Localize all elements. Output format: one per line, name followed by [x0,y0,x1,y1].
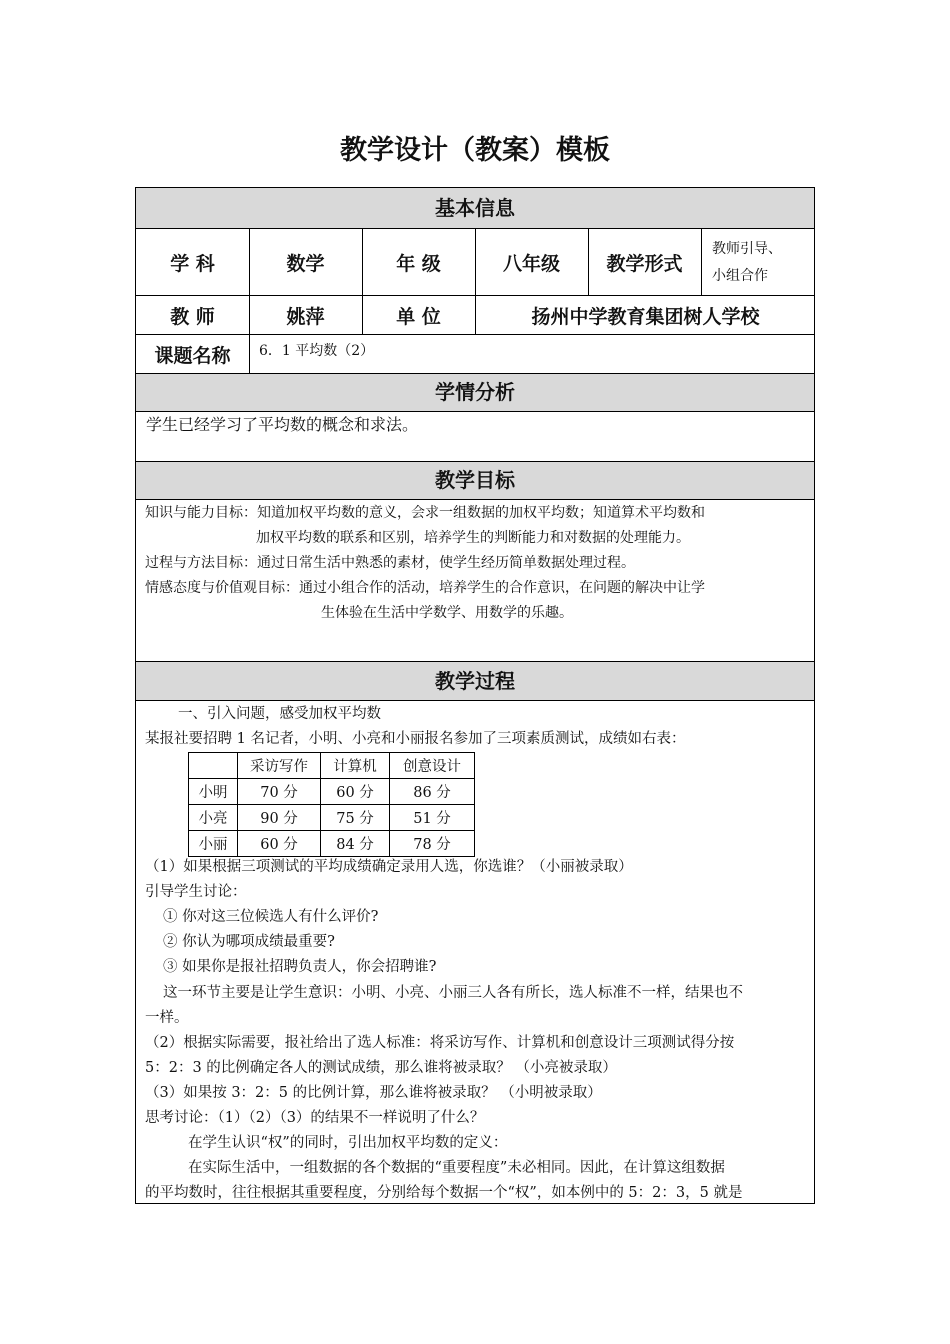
unit-label: 单 位 [396,306,441,328]
objective-line: 情感态度与价值观目标：通过小组合作的活动，培养学生的合作意识，在问题的解决中让学 [145,580,705,596]
table-cell [189,753,238,779]
score-table [188,752,475,857]
divider [701,229,702,295]
process-line: 引导学生讨论： [145,884,247,900]
grade-label: 年 级 [396,253,441,275]
divider [362,229,363,335]
process-line: 思考讨论：（1）（2）（3）的结果不一样说明了什么？ [145,1110,485,1126]
teaching-form-label: 教学形式 [606,253,683,275]
topic-label: 课题名称 [154,344,231,367]
table-cell: 计算机 [321,753,390,779]
table-row [189,831,475,857]
process-line: ① 你对这三位候选人有什么评价? [163,909,379,925]
table-cell: 采访写作 [238,753,321,779]
table-row [189,805,475,831]
process-line: 在实际生活中，一组数据的各个数据的“重要程度”未必相同。因此，在计算这组数据 [188,1160,725,1176]
process-line: 5：2：3 的比例确定各人的测试成绩，那么谁将被录取？ （小亮被录取） [145,1060,617,1076]
divider [588,229,589,295]
process-line: 的平均数时，往往根据其重要程度，分别给每个数据一个“权”，如本例中的 5：2：3，5 就是 [145,1185,743,1201]
divider [249,229,250,373]
subject-label: 学 科 [170,253,215,275]
process-line: （3）如果按 3：2：5 的比例计算，那么谁将被录取？ （小明被录取） [145,1085,602,1101]
process-heading: 一、引入问题，感受加权平均数 [178,706,381,722]
table-cell: 小明 [189,779,238,805]
student-analysis-text: 学生已经学习了平均数的概念和求法。 [146,415,419,434]
table-cell: 创意设计 [390,753,475,779]
process-line: ③ 如果你是报社招聘负责人，你会招聘谁? [163,959,437,975]
unit-value: 扬州中学教育集团树人学校 [531,306,760,328]
topic-value: 6．1 平均数（2） [259,343,375,359]
divider [475,229,476,335]
objective-line: 加权平均数的联系和区别，培养学生的判断能力和对数据的处理能力。 [256,530,690,546]
objective-line: 知识与能力目标：知道加权平均数的意义，会求一组数据的加权平均数；知道算术平均数和 [145,505,705,521]
table-cell: 51 分 [390,805,475,831]
process-line: ② 你认为哪项成绩最重要? [163,934,335,950]
table-header-row [189,753,475,779]
teaching-form-line-1: 教师引导、 [712,240,782,257]
process-line: （1）如果根据三项测试的平均成绩确定录用人选，你选谁？（小丽被录取） [145,859,633,875]
grade-value: 八年级 [502,253,560,275]
teacher-label: 教 师 [170,306,215,328]
table-cell: 60 分 [321,779,390,805]
table-cell: 84 分 [321,831,390,857]
process-line: （2）根据实际需要，报社给出了选人标准：将采访写作、计算机和创意设计三项测试得分按 [145,1035,735,1051]
objective-line: 过程与方法目标：通过日常生活中熟悉的素材，使学生经历简单数据处理过程。 [145,555,635,571]
table-cell: 小亮 [189,805,238,831]
process-line: 某报社要招聘 1 名记者，小明、小亮和小丽报名参加了三项素质测试，成绩如右表： [145,731,686,747]
subject-value: 数学 [286,253,325,275]
process-line: 一样。 [145,1010,189,1026]
section-header-basic-info: 基本信息 [136,188,814,229]
section-header-process: 教学过程 [136,662,814,701]
table-row [189,779,475,805]
section-header-student-analysis: 学情分析 [136,374,814,412]
table-cell: 86 分 [390,779,475,805]
table-cell: 90 分 [238,805,321,831]
page-title: 教学设计（教案）模板 [340,135,610,166]
section-header-objectives: 教学目标 [136,462,814,500]
teaching-form-line-2: 小组合作 [712,267,768,284]
process-line: 这一环节主要是让学生意识：小明、小亮、小丽三人各有所长，选人标准不一样，结果也不 [163,985,743,1001]
table-cell: 75 分 [321,805,390,831]
table-cell: 60 分 [238,831,321,857]
objective-line: 生体验在生活中学数学、用数学的乐趣。 [321,605,573,621]
table-cell: 70 分 [238,779,321,805]
table-cell: 小丽 [189,831,238,857]
process-line: 在学生认识“权”的同时，引出加权平均数的定义： [188,1135,508,1151]
teacher-value: 姚萍 [286,306,325,328]
table-cell: 78 分 [390,831,475,857]
teaching-form-value [701,229,816,296]
lesson-plan-table [135,187,815,1204]
